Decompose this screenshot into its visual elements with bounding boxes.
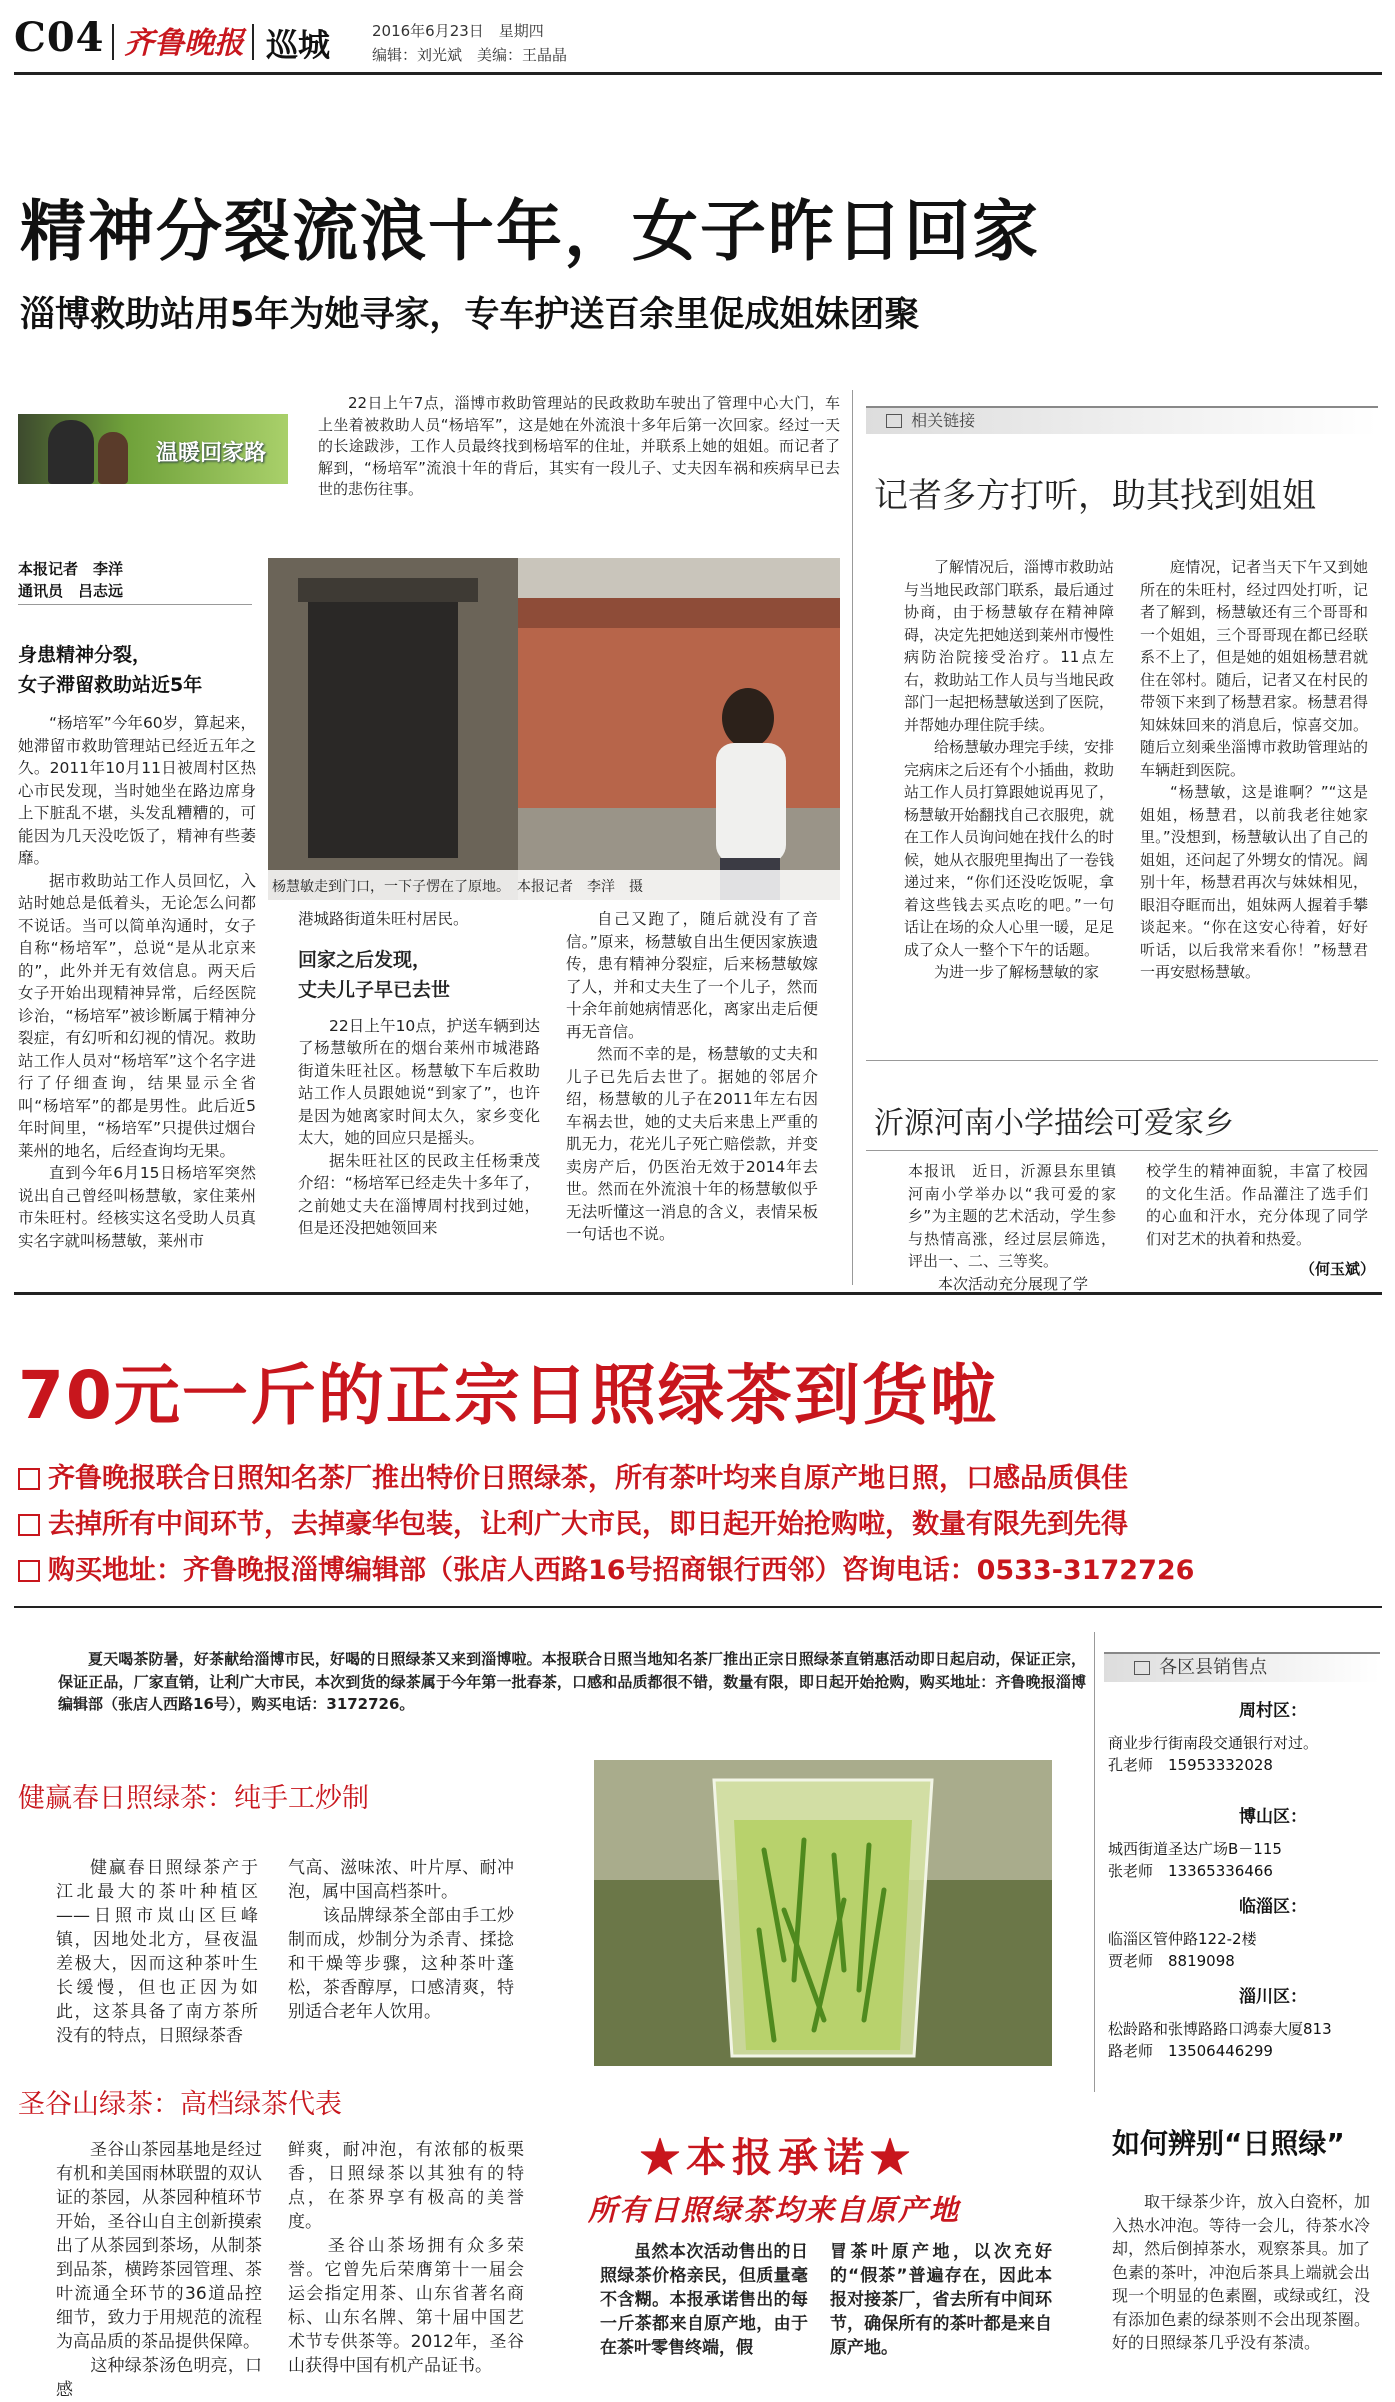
district-contact: 张老师 13365336466 [1108,1862,1273,1880]
issue-date: 2016年6月23日 星期四 [372,22,544,40]
subhead-2: 回家之后发现， 丈夫儿子早已去世 [298,948,451,1001]
tea1-title: 健赢春日照绿茶：纯手工炒制 [18,1783,369,1814]
related-icon [886,414,902,428]
promise-col1-text: 虽然本次活动售出的日照绿茶价格亲民，但质量毫不含糊。本报承诺售出的每一斤茶都来自原产地，由于在茶叶零售终端，假 [600,2242,808,2358]
paper-logo: 齐鲁晚报 [124,26,244,61]
tea1-column-1 [56,1856,258,2048]
story1-col2-top: 港城路街道朱旺村居民。 [298,910,469,928]
district-contact: 路老师 13506446299 [1108,2042,1273,2060]
promise-subtitle: 所有日照绿茶均来自原产地 [588,2193,961,2227]
identify-text: 取干绿茶少许，放入白瓷杯，加入热水冲泡。等待一会儿，待茶水冷却，然后倒掉茶水，观察茶具。加了色素的茶叶，冲泡后茶具上端就会出现一个明显的色素圈，或绿或红，没有添加色素的绿茶则不会出现茶圈。好的日照绿茶几乎没有茶渍。 [1112,2192,1370,2352]
story-photo [268,558,840,900]
related-col1-p1: 了解情况后，淄博市救助站与当地民政部门联系，最后通过协商，由于杨慧敏存在精神障碍，决定先把她送到莱州市慢性病防治院接受治疗。11点左右，救助站工作人员与当地民政部门一起把杨慧敏送到了医院，并帮她办理住院手续。 [904,558,1115,734]
ad-bullet-1 [18,1456,1128,1495]
related-col1-p3: 为进一步了解杨慧敏的家 [934,963,1100,981]
story1-col2-p2: 据朱旺社区的民政主任杨秉茂介绍：“杨培军已经走失十多年了，之前她丈夫在淄博周村找到过她，但是还没把她领回来 [298,1151,540,1237]
sales-icon [1134,1661,1150,1675]
related-col1-p2: 给杨慧敏办理完手续，安排完病床之后还有个小插曲，救助站工作人员打算跟她说再见了，杨慧敏开始翻找自己衣服兜，就在工作人员询问她在找什么的时候，她从衣服兜里掏出了一卷钱递过来，“你们还没吃饭呢，拿着这些钱去买点吃的吧。”一句话让在场的众人心里一暖，足足成了众人一整个下午的话题。 [904,738,1115,959]
ad-bullet-2 [18,1502,1128,1541]
tea1-col1-text: 健赢春日照绿茶产于江北最大的茶叶种植区——日照市岚山区巨峰镇，因地处北方，昼夜温差极大，因而这种茶叶生长缓慢，但也正因为如此，这茶具备了南方茶所没有的特点，日照绿茶香 [56,1858,258,2046]
district-address: 临淄区管仲路122-2楼 [1108,1930,1257,1948]
promise-column-2: 冒茶叶原产地，以次充好的“假茶”普遍存在，因此本报对接茶厂，省去所有中间环节，确保所有的茶叶都是来自原产地。 [830,2242,1052,2358]
district-name: 临淄区： [1239,1897,1307,1917]
ad-headline: 70元一斤的正宗日照绿茶到货啦 [18,1357,998,1434]
related-column-1 [904,556,1114,984]
sales-tab [1104,1652,1380,1682]
identify-body [1112,2190,1370,2355]
story1-column-1 [18,712,256,1252]
tea-photo [594,1760,1052,2066]
district-contact: 孔老师 15953332028 [1108,1756,1273,1774]
story1-col1-p1: “杨培军”今年60岁，算起来，她滞留市救助管理站已经近五年之久。2011年10月11日被周村区热心市民发现，当时她坐在路边席身上下脏乱不堪，头发乱糟糟的，可能因为几天没吃饭了，精神有些萎靡。 [18,714,256,867]
school-column-2: 校学生的精神面貌，丰富了校园的文化生活。作品灌注了选手们的心血和汗水，充分体现了同学们对艺术的执着和热爱。 [1146,1162,1368,1248]
story1-col3-p2: 然而不幸的是，杨慧敏的丈夫和儿子已先后去世了。据她的邻居介绍，杨慧敏的儿子在2011年左右因车祸去世，她的丈夫后来患上严重的肌无力，花光儿子死亡赔偿款，并变卖房产后，仍医治无效于2014年去世。然而在外流浪十年的杨慧敏似乎无法听懂这一消息的含义，表情呆板一句话也不说。 [566,1045,818,1243]
photo-caption: 杨慧敏走到门口，一下子愣在了原地。 本报记者 李洋 摄 [272,879,643,895]
district-address: 商业步行街南段交通银行对过。 [1108,1734,1319,1752]
main-subhead: 淄博救助站用5年为她寻家，专车护送百余里促成姐妹团聚 [20,295,920,335]
editors: 编辑：刘光斌 美编：王晶晶 [372,46,568,64]
tea2-column-2: 鲜爽，耐冲泡，有浓郁的板栗香，日照绿茶以其独有的特点，在茶界享有极高的美誉度。 圣谷山茶场拥有众多荣誉。它曾先后荣膺第十一届会运会指定用茶、山东省著名商标、山东名牌、第十届中国艺术节专供茶等。2012年，圣谷山获得中国有机产品证书。 [288,2140,524,2376]
district-name: 周村区： [1239,1701,1307,1721]
related-col2-p1: 庭情况，记者当天下午又到她所在的朱旺村，经过四处打听，记者了解到，杨慧敏还有三个哥哥和一个姐姐，三个哥哥现在都已经联系不上了，但是她的姐姐杨慧君就住在邻村。随后，记者又在村民的带领下来到了杨慧君家。杨慧君得知妹妹回来的消息后，惊喜交加。随后立刻乘坐淄博市救助管理站的车辆赶到医院。 [1140,558,1368,779]
subhead-1: 身患精神分裂， 女子滞留救助站近5年 [18,644,203,696]
section-name: 巡城 [266,26,331,64]
page-code: C04 [14,14,105,61]
related-headline: 记者多方打听，助其找到姐姐 [874,476,1316,516]
sales-district-3 [1108,1896,1378,1972]
school-headline: 沂源河南小学描绘可爱家乡 [874,1106,1234,1141]
story1-col3-p1: 自己又跑了，随后就没有了音信。”原来，杨慧敏自出生便因家族遗传，患有精神分裂症，后来杨慧敏嫁了人，并和丈夫生了一个儿子，然而十余年前她病情恶化，离家出走后便再无音信。 [566,910,818,1041]
tea1-column-2: 气高、滋味浓、叶片厚、耐冲泡，属中国高档茶叶。 该品牌绿茶全部由手工炒制而成，炒制分为杀青、揉捻和干燥等步骤，这种茶叶蓬松，茶香醇厚，口感清爽，特别适合老年人饮用。 [288,1858,514,2022]
ad-intro-text: 夏天喝茶防暑，好茶献给淄博市民，好喝的日照绿茶又来到淄博啦。本报联合日照当地知名茶厂推出正宗日照绿茶直销惠活动即日起启动，保证正宗，保证正品，厂家直销，让利广大市民，本次到货的绿茶属于今年第一批春茶，口感和品质都很不错，数量有限，即日起开始抢购，购买地址：齐鲁晚报淄博编辑部（张店人西路16号），购买电话：3172726。 [58,1650,1086,1713]
related-link-tab [866,406,1378,434]
ad-intro [58,1648,1086,1716]
sales-label: 各区县销售点 [1159,1657,1268,1678]
related-col2-p2: “杨慧敏，这是谁啊？”“这是姐姐，杨慧君，以前我老往她家里。”没想到，杨慧敏认出了自己的姐姐，还问起了外甥女的情况。阔别十年，杨慧君再次与妹妹相见，眼泪夺眶而出，姐妹两人握着手攀谈起来。“你在这安心待着，好好听话，以后我常来看你！”杨慧君一再安慰杨慧敏。 [1140,783,1368,981]
story1-column-2 [298,908,540,1240]
sales-district-4 [1108,1986,1378,2062]
lead-paragraph [318,393,840,501]
banner-figure [48,420,94,484]
main-headline: 精神分裂流浪十年，女子昨日回家 [20,193,1040,270]
tea2-title: 圣谷山绿茶：高档绿茶代表 [18,2089,342,2120]
story1-column-3 [566,908,818,1246]
warm-home-banner [18,414,288,484]
banner-figure-2 [98,432,128,484]
identify-title: 如何辨别“日照绿” [1112,2127,1345,2160]
district-address: 松龄路和张博路路口鸿泰大厦813 [1108,2020,1332,2038]
lead-text: 22日上午7点，淄博市救助管理站的民政救助车驶出了管理中心大门，车上坐着被救助人员“杨培军”，这是她在外流浪十多年后第一次回家。经过一天的长途跋涉，工作人员最终找到杨培军的住址，并联系上她的姐姐。而记者了解到，“杨培军”流浪十年的背后，其实有一段儿子、丈夫因车祸和疾病早已去世的悲伤往事。 [318,394,840,498]
story1-col1-p3: 直到今年6月15日杨培军突然说出自己曾经叫杨慧敏，家住莱州市朱旺村。经核实这名受助人员真实名字就叫杨慧敏，莱州市 [18,1164,256,1250]
promise-title: ★本报承诺★ [640,2134,916,2181]
tea-glass-illustration [594,1760,1052,2066]
district-name: 博山区： [1239,1807,1307,1827]
story1-col1-p2: 据市救助站工作人员回忆，入站时她总是低着头，无论怎么问都不说话。当可以简单沟通时，女子自称“杨培军”，总说“是从北京来的”，此外并无有效信息。两天后女子开始出现精神异常，后经医院诊治，“杨培军”被诊断属于精神分裂症，有幻听和幻视的情况。救助站工作人员对“杨培军”这个名字进行了仔细查询，结果显示全省叫“杨培军”的都是男性。此后近5年时间里，“杨培军”只提供过烟台莱州的地名，后经查询均无果。 [18,871,256,1160]
related-label: 相关链接 [911,411,976,430]
promise-column-1 [600,2240,808,2360]
checkbox-icon [18,1514,40,1536]
checkbox-icon [18,1468,40,1490]
district-address: 城西街道圣达广场B－115 [1108,1840,1282,1858]
checkbox-icon [18,1560,40,1582]
related-column-2 [1140,556,1368,984]
byline-correspondent: 通讯员 吕志远 [18,582,124,600]
district-name: 淄川区： [1239,1987,1307,2007]
tea2-column-1: 圣谷山茶园基地是经过有机和美国雨林联盟的双认证的茶园，从茶园种植环节开始，圣谷山自主创新摸索出了从茶园到茶场，从制茶到品茶，横跨茶园管理、茶叶流通全环节的36道品控细节，致力于用规范的流程为高品质的茶品提供保障。 这种绿茶汤色明亮，口感 [56,2140,262,2400]
district-contact: 贾老师 8819098 [1108,1952,1235,1970]
ad-bullet-3-text: 购买地址：齐鲁晚报淄博编辑部（张店人西路16号招商银行西邻）咨询电话：0533-3172726 [48,1555,1195,1586]
ad-bullet-3 [18,1548,1194,1587]
sales-district-1 [1108,1700,1378,1776]
school-column-1: 本报讯 近日，沂源县东里镇河南小学举办以“我可爱的家乡”为主题的艺术活动，学生参与热情高涨，经过层层筛选，评出一、二、三等奖。 本次活动充分展现了学 [908,1162,1116,1293]
banner-tag: 温暖回家路 [156,441,267,466]
ad-bullet-1-text: 齐鲁晚报联合日照知名茶厂推出特价日照绿茶，所有茶叶均来自原产地日照，口感品质俱佳 [48,1463,1128,1494]
byline-reporter: 本报记者 李洋 [18,560,124,578]
story1-col2-p1: 22日上午10点，护送车辆到达了杨慧敏所在的烟台莱州市城港路街道朱旺社区。杨慧敏下车后救助站工作人员跟她说“到家了”，也许是因为她离家时间太久，家乡变化太大，她的回应只是摇头。 [298,1016,540,1147]
ad-bullet-2-text: 去掉所有中间环节，去掉豪华包装，让利广大市民，即日起开始抢购啦，数量有限先到先得 [48,1509,1128,1540]
sales-district-2 [1108,1806,1378,1882]
school-byline: （何玉斌） [1300,1260,1376,1278]
photo-illustration [268,558,840,900]
